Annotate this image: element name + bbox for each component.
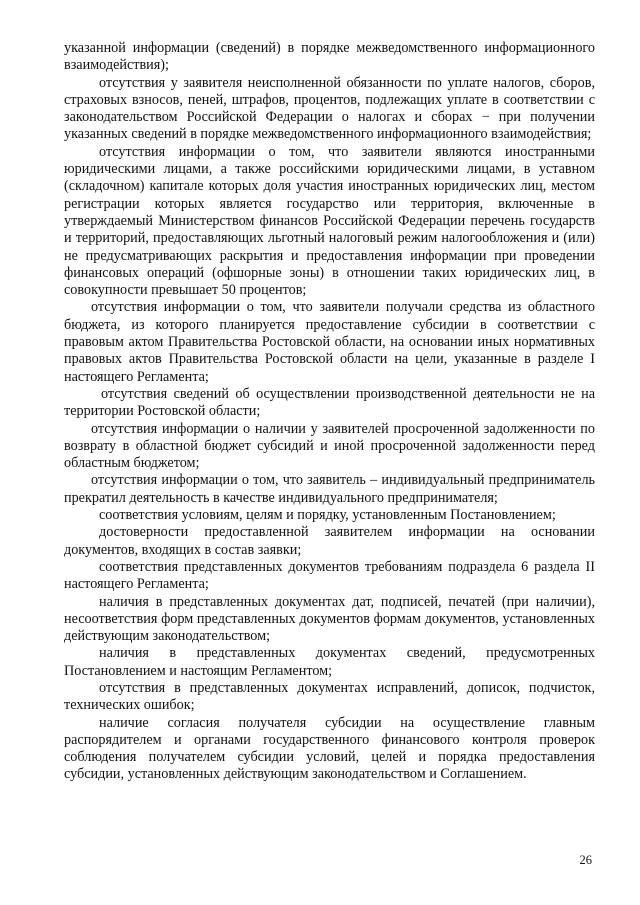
paragraph-11: наличия в представленных документах дат, подписей, печатей (при наличии), несоответствия форм представленных документов формам документов, установленных действующим законодательством; [64,593,595,645]
paragraph-10: соответствия представленных документов требованиям подраздела 6 раздела II настоящего Регламента; [64,558,595,593]
document-body [64,40,595,784]
page-number: 26 [579,853,592,867]
paragraph-2: отсутствия у заявителя неисполненной обязанности по уплате налогов, сборов, страховых взносов, пеней, штрафов, процентов, подлежащих уплате в соответствии с законодательством Российской Федерации о налогах и сборах − при получении указанных сведений в порядке межведомственного информационного взаимодействия; [64,74,595,143]
paragraph-14: наличие согласия получателя субсидии на осуществление главным распорядителем и органами государственного финансового контроля проверок соблюдения получателем субсидии условий, целей и порядка предоставления субсидии, установленных действующим законодательством и Соглашением. [64,714,595,783]
paragraph-8: соответствия условиям, целям и порядку, установленным Постановлением; [99,507,556,524]
paragraph-4: отсутствия информации о том, что заявители получали средства из областного бюджета, из которого планируется предоставление субсидии в соответствии с правовым актом Правительства Ростовской области, на основании иных нормативных правовых актов Правительства Ростовской области на цели, указанные в разделе I настоящего Регламента; [64,299,595,385]
paragraph-1: указанной информации (сведений) в порядке межведомственного информационного взаимодействия); [64,40,595,74]
paragraph-9: достоверности предоставленной заявителем информации на основании документов, входящих в состав заявки; [64,524,595,558]
paragraph-3: отсутствия информации о том, что заявители являются иностранными юридическими лицами, а также российскими юридическими лицами, в уставном (складочном) капитале которых доля участия иностранных юридических лиц, местом регистрации которых является государство или территория, включенные в утверждаемый Министерством финансов Российской Федерации перечень государств и территорий, предоставляющих льготный налоговый режим налогообложения и (или) не предусматривающих раскрытия и предоставления информации при проведении финансовых операций (офшорные зоны) в отношении таких юридических лиц, в совокупности превышает 50 процентов; [64,143,595,299]
paragraph-12: наличия в представленных документах сведений, предусмотренных Постановлением и настоящим Регламентом; [64,645,595,679]
paragraph-7: отсутствия информации о том, что заявитель – индивидуальный предприниматель прекратил деятельность в качестве индивидуального предпринимателя; [64,472,595,506]
paragraph-6: отсутствия информации о наличии у заявителей просроченной задолженности по возврату в областной бюджет субсидий и иной просроченной задолженности перед областным бюджетом; [64,420,595,472]
paragraph-13: отсутствия в представленных документах исправлений, дописок, подчисток, технических ошибок; [64,679,595,714]
paragraph-5: отсутствия сведений об осуществлении производственной деятельности не на территории Ростовской области; [64,385,595,420]
